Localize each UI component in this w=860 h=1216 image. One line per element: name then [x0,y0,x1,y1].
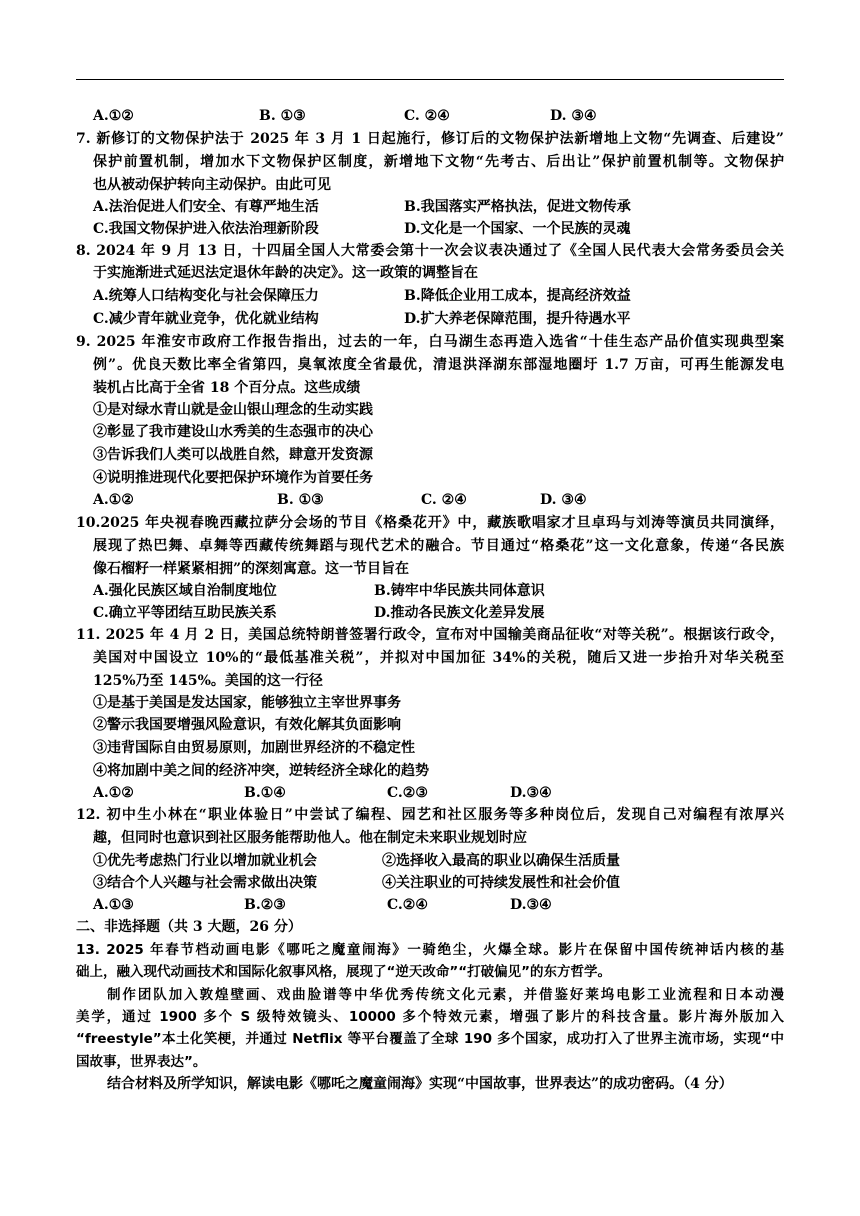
q11-stem-line: 11. 2025 年 4 月 2 日，美国总统特朗普签署行政令，宣布对中国输美商品征收“对等关税”。根据该行政令， [76,627,784,643]
q9-statement: ①是对绿水青山就是金山银山理念的生动实践 [93,402,373,418]
q10-stem-line: 像石榴籽一样紧紧相拥”的深刻寓意。这一节目旨在 [93,561,410,577]
q11-statement: ④将加剧中美之间的经济冲突，逆转经济全球化的趋势 [93,763,429,779]
q8-stem-line: 于实施渐进式延迟法定退休年龄的决定》。这一政策的调整旨在 [93,265,478,281]
q7-option-a: A.法治促进人们安全、有尊严地生活 [93,199,319,215]
q11-option-b: B.①④ [244,785,286,801]
q10-option-d: D.推动各民族文化差异发展 [374,605,545,621]
q11-stem-line: 美国对中国设立 10%的“最低基准关税”，并拟对中国加征 34%的关税，随后又进一步抬升对华关税至 [93,650,784,666]
q12-statement: ④关注职业的可持续发展性和社会价值 [382,875,620,891]
q13-material-line: 国故事，世界表达”。 [76,1054,207,1070]
q7-stem-line: 7. 新修订的文物保护法于 2025 年 3 月 1 日起施行，修订后的文物保护法新增地上文物“先调查、后建设” [76,131,784,147]
section-heading: 二、非选择题（共 3 大题，26 分） [76,919,302,935]
q12-statement: ②选择收入最高的职业以确保生活质量 [382,853,620,869]
q12-statement: ①优先考虑热门行业以增加就业机会 [93,853,317,869]
q13-material-line: 础上，融入现代动画技术和国际化叙事风格，展现了“逆天改命”“打破偏见”的东方哲学。 [76,964,611,980]
q9-stem-line: 例”。优良天数比率全省第四，臭氧浓度全省最优，清退洪泽湖东部湿地圈圩 1.7 万亩，可再生能源发电 [93,357,784,373]
q12-stem-line: 12. 初中生小林在“职业体验日”中尝试了编程、园艺和社区服务等多种岗位后，发现自己对编程有浓厚兴 [76,807,784,823]
q11-option-d: D.③④ [510,785,552,801]
q13-question: 结合材料及所学知识，解读电影《哪吒之魔童闹海》实现“中国故事，世界表达”的成功密码。（4 分） [107,1076,733,1092]
q7-option-c: C.我国文物保护进入依法治理新阶段 [93,221,319,237]
q9-option-c: C. ②④ [421,492,467,508]
q11-option-a: A.①② [93,785,134,801]
q12-stem-line: 趣，但同时也意识到社区服务能帮助他人。他在制定未来职业规划时应 [93,830,527,846]
q9-option-a: A.①② [93,492,134,508]
q8-option-d: D.扩大养老保障范围，提升待遇水平 [404,311,631,327]
q6-option-b: B. ①③ [259,108,306,124]
q9-stem-line: 9. 2025 年淮安市政府工作报告指出，过去的一年，白马湖生态再造入选省“十佳生态产品价值实现典型案 [76,334,784,350]
q8-option-a: A.统筹人口结构变化与社会保障压力 [93,288,319,304]
q9-option-b: B. ①③ [277,492,324,508]
q13-material-line: “freestyle”本土化笑梗，并通过 Netflix 等平台覆盖了全球 190 多个国家，成功打入了世界主流市场，实现“中 [76,1031,784,1047]
q11-statement: ③违背国际自由贸易原则，加剧世界经济的不稳定性 [93,740,415,756]
q9-statement: ③告诉我们人类可以战胜自然，肆意开发资源 [93,447,373,463]
q10-stem-line: 10.2025 年央视春晚西藏拉萨分会场的节目《格桑花开》中，藏族歌唱家才旦卓玛与刘涛等演员共同演绎， [76,515,784,531]
q11-statement: ①是基于美国是发达国家，能够独立主宰世界事务 [93,695,401,711]
q13-material-line: 制作团队加入敦煌壁画、戏曲脸谱等中华优秀传统文化元素，并借鉴好莱坞电影工业流程和日本动漫 [107,987,784,1003]
q6-option-c: C. ②④ [404,108,450,124]
q6-option-a: A.①② [93,108,134,124]
q10-stem-line: 展现了热巴舞、卓舞等西藏传统舞蹈与现代艺术的融合。节目通过“格桑花”这一文化意象，传递“各民族 [93,538,784,554]
q9-option-d: D. ③④ [540,492,587,508]
q11-statement: ②警示我国要增强风险意识，有效化解其负面影响 [93,717,401,733]
q12-statement: ③结合个人兴趣与社会需求做出决策 [93,875,317,891]
q9-statement: ④说明推进现代化要把保护环境作为首要任务 [93,470,373,486]
q12-option-a: A.①③ [93,897,134,913]
q12-option-d: D.③④ [510,897,552,913]
q12-option-b: B.②③ [244,897,286,913]
q13-material-line: 美学，通过 1900 多个 S 级特效镜头、10000 多个特效元素，增强了影片的科技含量。影片海外版加入 [76,1009,784,1025]
q6-option-d: D. ③④ [550,108,597,124]
q12-option-c: C.②④ [387,897,428,913]
q10-option-c: C.确立平等团结互助民族关系 [93,605,277,621]
q8-option-c: C.减少青年就业竞争，优化就业结构 [93,311,319,327]
q7-option-d: D.文化是一个国家、一个民族的灵魂 [404,221,631,237]
q7-option-b: B.我国落实严格执法，促进文物传承 [404,199,631,215]
q8-option-b: B.降低企业用工成本，提高经济效益 [404,288,631,304]
header-rule [76,79,784,80]
q7-stem-line: 保护前置机制，增加水下文物保护区制度，新增地下文物“先考古、后出让”保护前置机制等。文物保护 [93,154,784,170]
q13-material-line: 13. 2025 年春节档动画电影《哪吒之魔童闹海》一骑绝尘，火爆全球。影片在保留中国传统神话内核的基 [76,942,784,958]
q11-option-c: C.②③ [387,785,428,801]
q10-option-a: A.强化民族区域自治制度地位 [93,583,277,599]
q9-stem-line: 装机占比高于全省 18 个百分点。这些成绩 [93,380,361,396]
q10-option-b: B.铸牢中华民族共同体意识 [374,583,545,599]
q11-stem-line: 125%乃至 145%。美国的这一行径 [93,673,323,689]
q9-statement: ②彰显了我市建设山水秀美的生态强市的决心 [93,424,373,440]
q7-stem-line: 也从被动保护转向主动保护。由此可见 [93,177,331,193]
q8-stem-line: 8. 2024 年 9 月 13 日，十四届全国人大常委会第十一次会议表决通过了《全国人民代表大会常务委员会关 [76,243,784,259]
